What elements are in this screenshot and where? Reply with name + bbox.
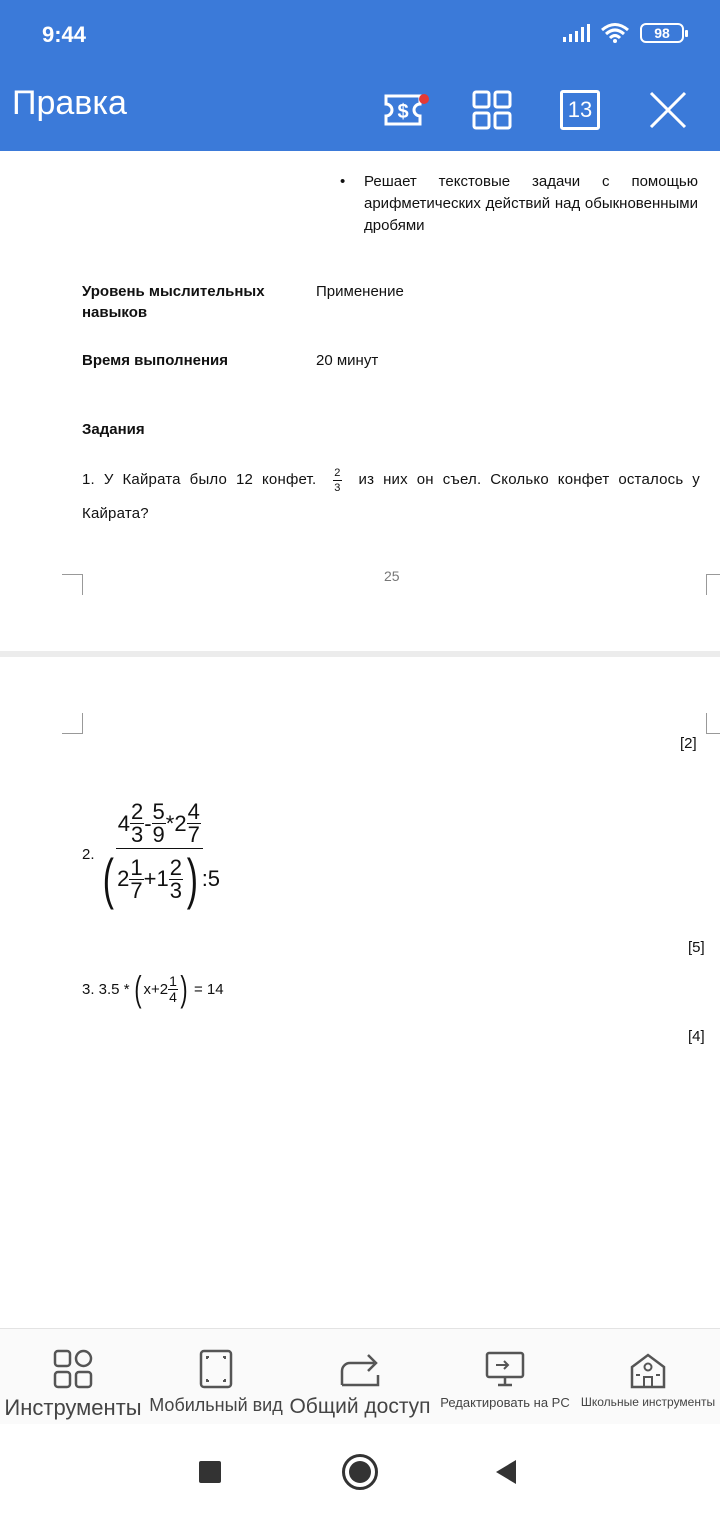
mobile-view-icon xyxy=(199,1349,233,1389)
svg-text:$: $ xyxy=(397,101,409,123)
pay-button[interactable] xyxy=(378,82,434,138)
close-icon xyxy=(648,90,688,130)
task-3: 3. 3.5 * ( x+2 1 4 ) = 14 xyxy=(82,968,224,1009)
share-icon xyxy=(338,1349,382,1389)
level-label: Уровень мыслительных навыков xyxy=(82,283,265,321)
signal-icon xyxy=(562,23,590,43)
page-25 xyxy=(0,151,720,651)
level-value: Применение xyxy=(316,283,404,300)
school-icon xyxy=(628,1349,668,1389)
system-nav-bar xyxy=(0,1424,720,1520)
bullet-item: • Решает текстовые задачи с помощью арифметических действий над обыкновенными дробями xyxy=(340,171,698,237)
page-count-button[interactable] xyxy=(552,82,608,138)
share-button[interactable]: Общий доступ xyxy=(290,1329,430,1425)
time-value: 20 минут xyxy=(316,352,379,369)
bottom-toolbar xyxy=(0,1328,720,1425)
page-count: 13 xyxy=(567,97,593,122)
page-corner-mark xyxy=(706,574,720,595)
monitor-icon xyxy=(484,1349,526,1389)
status-bar xyxy=(0,0,720,70)
close-button[interactable] xyxy=(640,82,696,138)
status-icons xyxy=(562,22,684,44)
page-corner-mark xyxy=(62,713,83,734)
home-icon xyxy=(349,1461,371,1483)
page-corner-mark xyxy=(706,713,720,734)
wifi-icon xyxy=(600,22,630,44)
time-label: Время выполнения xyxy=(82,352,229,369)
grid-icon xyxy=(472,90,512,130)
back-button[interactable] xyxy=(494,1458,518,1486)
task-2 xyxy=(82,799,221,910)
tasks-heading: Задания xyxy=(82,421,145,438)
edit-on-pc-button[interactable]: Редактировать на PC xyxy=(436,1329,574,1425)
tools-button[interactable]: Инструменты xyxy=(0,1329,146,1425)
task-2-expression: 4 2 3 - 5 9 * 2 4 7 ( 2 1 7 + 1 2 3 ) :5 xyxy=(102,799,221,910)
app-bar xyxy=(0,70,720,151)
mobile-view-button[interactable]: Мобильный вид xyxy=(148,1329,284,1425)
page-26 xyxy=(0,657,720,1328)
app-title: Правка xyxy=(12,84,127,122)
battery-level: 98 xyxy=(654,25,670,41)
school-tools-button[interactable]: Школьные инструменты xyxy=(576,1329,720,1425)
mark-task-2: [5] xyxy=(688,939,705,956)
clock: 9:44 xyxy=(42,22,87,47)
task-1: 1. У Кайрата было 12 конфет. $\frac{2}{3}$ из них он съел. Сколько конфет осталось у Кайрата? xyxy=(82,466,700,522)
mark-task-3: [4] xyxy=(688,1028,705,1045)
tools-icon xyxy=(53,1349,93,1389)
grid-view-button[interactable] xyxy=(464,82,520,138)
page-corner-mark xyxy=(62,574,83,595)
page-number: 25 xyxy=(384,568,400,584)
task-2-number: 2. xyxy=(82,845,95,863)
recents-button[interactable] xyxy=(199,1461,221,1483)
page-count-icon xyxy=(560,90,600,130)
battery-icon xyxy=(640,23,684,43)
home-button[interactable] xyxy=(342,1454,378,1490)
dollar-ticket-icon xyxy=(382,90,430,130)
fraction: $\frac{2}{3}$ xyxy=(334,466,341,494)
mark-task-1: [2] xyxy=(680,735,697,752)
document-view[interactable] xyxy=(0,151,720,1328)
